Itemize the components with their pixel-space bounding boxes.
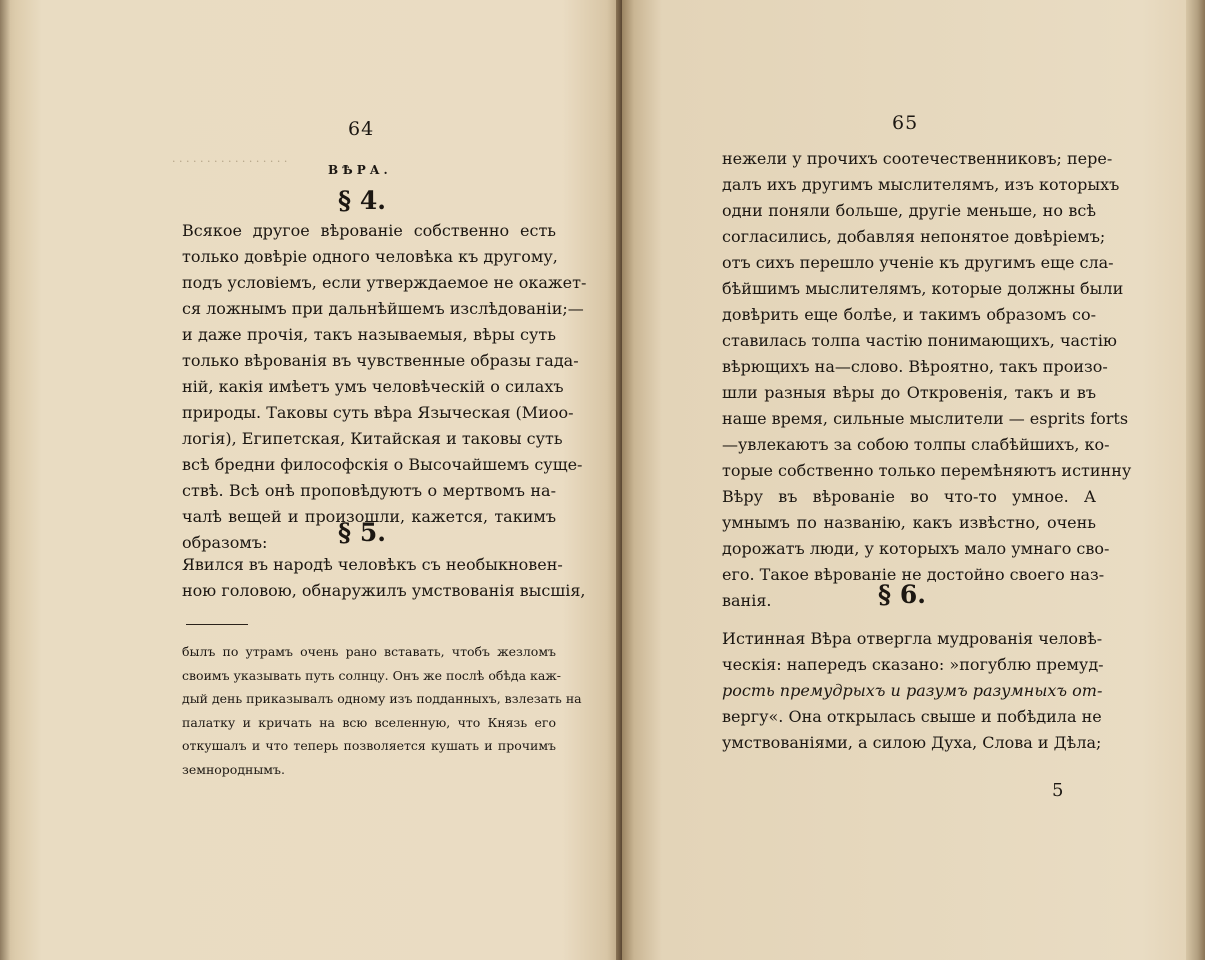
left-body-text-2 (182, 552, 586, 604)
text-line: дорожатъ люди, у которыхъ мало умнаго сво- (722, 539, 1110, 558)
text-line: чалѣ вещей и произошли, кажется, такимъ (182, 507, 556, 526)
footnote-line: дый день приказывалъ одному изъ подданныхъ, взлезать на (182, 691, 582, 706)
right-body-text-2 (722, 626, 1104, 756)
text-line: подъ условіемъ, если утверждаемое не окажет- (182, 273, 587, 292)
text-line: образомъ: (182, 533, 268, 552)
text-line: наше время, сильные мыслители — esprits forts (722, 409, 1129, 428)
page-number-left: 64 (348, 118, 375, 140)
text-line: ствѣ. Всѣ онѣ проповѣдуютъ о мертвомъ на- (182, 481, 556, 500)
text-line: —увлекаютъ за собою толпы слабѣйшихъ, ко- (722, 435, 1110, 454)
text-line: ною головою, обнаружилъ умствованія высшія, (182, 581, 586, 600)
text-line: ній, какія имѣетъ умъ человѣческій о силахъ (182, 377, 564, 396)
text-line: логія), Египетская, Китайская и таковы суть (182, 429, 563, 448)
text-line: нежели у прочихъ соотечественниковъ; пере- (722, 149, 1113, 168)
right-page-edge (1186, 0, 1205, 960)
text-line: всѣ бредни философскія о Высочайшемъ суще- (182, 455, 583, 474)
section-5-heading: § 5. (338, 518, 386, 547)
page-number-right: 65 (892, 112, 919, 134)
footnote-line: откушалъ и что теперь позволяется кушать и прочимъ (182, 738, 556, 753)
text-line: согласились, добавляя непонятое довѣріемъ; (722, 227, 1106, 246)
text-line: ванія. (722, 591, 772, 610)
text-line: только вѣрованія въ чувственные образы гада- (182, 351, 579, 370)
signature-mark: 5 (1052, 780, 1064, 801)
text-line: рость премудрыхъ и разумъ разумныхъ от- (722, 681, 1103, 700)
footnote-line: своимъ указывать путь солнцу. Онъ же послѣ обѣда каж- (182, 667, 562, 683)
text-line: далъ ихъ другимъ мыслителямъ, изъ которыхъ (722, 175, 1120, 194)
text-line: одни поняли больше, другіе меньше, но всѣ (722, 201, 1096, 220)
footnote-line: палатку и кричать на всю вселенную, что Князь его (182, 714, 556, 730)
text-line: Явился въ народѣ человѣкъ съ необыкновен- (182, 555, 563, 574)
text-line: ческія: напередъ сказано: »погублю премуд- (722, 655, 1104, 674)
section-4-heading: § 4. (338, 186, 386, 215)
text-line: только довѣріе одного человѣка къ другому, (182, 247, 558, 266)
section-6-heading: § 6. (878, 580, 926, 609)
text-line: и даже прочія, такъ называемыя, вѣры суть (182, 325, 556, 344)
text-line: умнымъ по названію, какъ извѣстно, очень (722, 513, 1096, 532)
right-body-text (722, 146, 1132, 614)
text-line: Истинная Вѣра отвергла мудрованія человѣ- (722, 629, 1103, 648)
left-body-text (182, 218, 587, 556)
text-line: шли разныя вѣры до Откровенія, такъ и въ (722, 383, 1096, 402)
footnote-line: былъ по утрамъ очень рано вставать, чтобъ жезломъ (182, 644, 556, 659)
text-line: природы. Таковы суть вѣра Языческая (Миоо- (182, 403, 574, 422)
text-line: вѣрющихъ на—слово. Вѣроятно, такъ произо- (722, 357, 1108, 376)
text-line: торые собственно только перемѣняютъ истинну (722, 461, 1132, 480)
right-page (622, 0, 1205, 960)
text-line: его. Такое вѣрованіе не достойно своего наз- (722, 565, 1105, 584)
show-through-text: . . . . . . . . . . . . . . . . . (172, 152, 288, 165)
running-head: ВѢРА. (328, 163, 392, 177)
text-line: ставилась толпа частію понимающихъ, частію (722, 331, 1117, 350)
footnote-rule (186, 624, 248, 625)
text-line: Всякое другое вѣрованіе собственно есть (182, 221, 556, 240)
text-line: бѣйшимъ мыслителямъ, которые должны были (722, 279, 1124, 298)
footnote-line: земнороднымъ. (182, 761, 285, 777)
text-line: умствованіями, а силою Духа, Слова и Дѣла; (722, 733, 1102, 752)
text-line: довѣрить еще болѣе, и такимъ образомъ со- (722, 305, 1096, 324)
text-line: вергу«. Она открылась свыше и побѣдила не (722, 707, 1102, 726)
footnote-text (182, 640, 582, 781)
text-line: отъ сихъ перешло ученіе къ другимъ еще сла- (722, 253, 1114, 272)
text-line: ся ложнымъ при дальнѣйшемъ изслѣдованіи;— (182, 299, 584, 318)
left-page-edge (0, 0, 10, 960)
text-line: Вѣру въ вѣрованіе во что-то умное. А (722, 487, 1096, 506)
